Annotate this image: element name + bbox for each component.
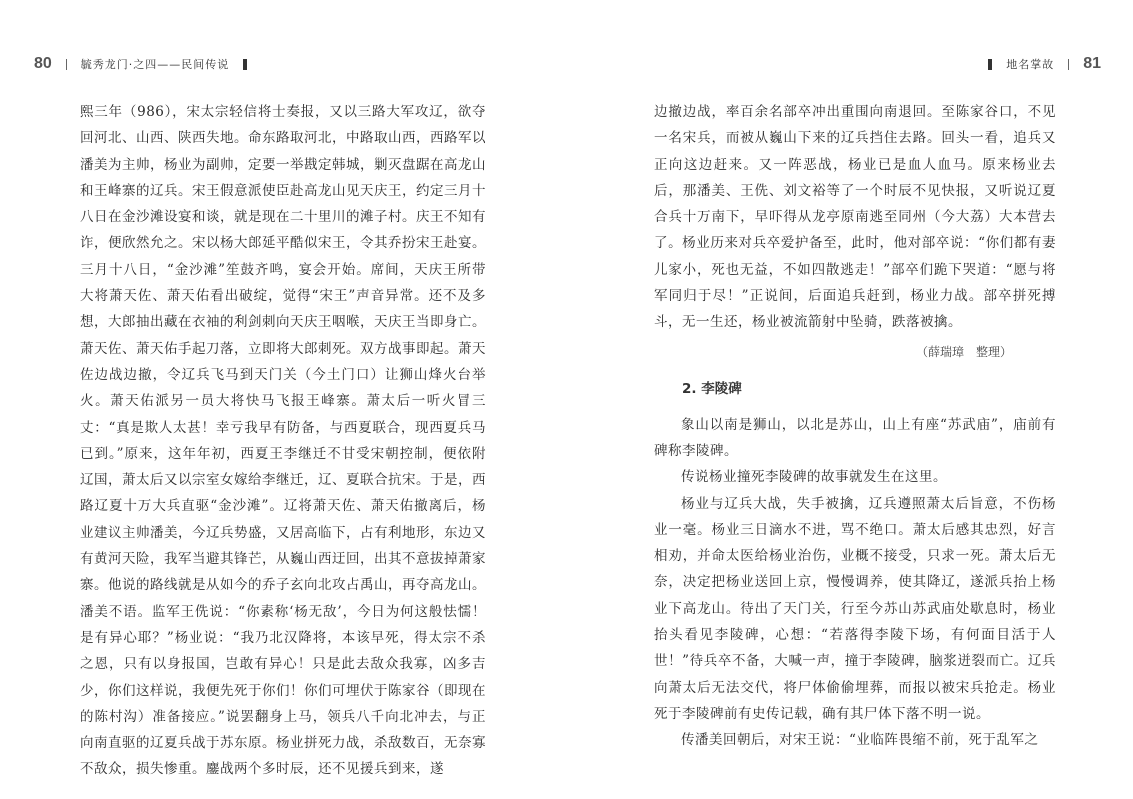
paragraph: 传说杨业撞死李陵碑的故事就发生在这里。 <box>681 469 947 486</box>
paragraph: 传潘美回朝后，对宋王说：“业临阵畏缩不前，死于乱军之 <box>681 732 1039 749</box>
paragraph: 边撤边战，率百余名部卒冲出重围向南退回。至陈家谷口，不见一名宋兵，而被从巍山下来的辽兵挡住去路。回头一看，追兵又正向这边赶来。又一阵恶战，杨业已是血人血马。原来杨业去后，那潘美、王侁、刘文裕等了一个时辰不见快报，又听说辽夏合兵十万南下，早吓得从龙亭原南逃至同州（今大荔）大本营去了。杨业历来对兵卒爱护备至，此时，他对部卒说：“你们都有妻儿家小，死也无益，不如四散逃走！”部卒们跪下哭道：“愿与将军同归于尽！”正说间，后面追兵赶到，杨业力战。部卒拼死搏斗，无一生还，杨业被流箭射中坠骑，跌落被擒。 <box>654 104 1056 331</box>
page-number: 81 <box>1083 55 1101 72</box>
header-separator <box>1068 59 1069 70</box>
right-header <box>974 50 1101 78</box>
left-page <box>0 0 566 799</box>
header-block-mark <box>243 59 247 70</box>
paragraph: 熙三年（986），宋太宗轻信将士奏报，又以三路大军攻辽，欲夺回河北、山西、陕西失地。命东路取河北，中路取山西，西路军以潘美为主帅，杨业为副帅，定要一举戡定韩城，剿灭盘踞在高龙山和王峰寨的辽兵。宋王假意派使臣赴高龙山见天庆王，约定三月十八日在金沙滩设宴和谈，就是现在二十里川的滩子村。庆王不知有诈，便欣然允之。宋以杨大郎延平酷似宋王，令其乔扮宋王赴宴。三月十八日，“金沙滩”笙鼓齐鸣，宴会开始。席间，天庆王所带大将萧天佐、萧天佑看出破绽，觉得“宋王”声音异常。还不及多想，大郎抽出藏在衣袖的利剑刺向天庆王咽喉，天庆王当即身亡。萧天佐、萧天佑手起刀落，立即将大郎刺死。双方战事即起。萧天佐边战边撤，令辽兵飞马到天门关（今土门口）让狮山烽火台举火。萧天佑派另一员大将快马飞报王峰寨。萧太后一听火冒三丈：“真是欺人太甚！幸亏我早有防备，与西夏联合，现西夏兵马已到。”原来，这年年初，西夏王李继迁不甘受宋朝控制，便依附辽国，萧太后又以宗室女嫁给李继迁，辽、夏联合抗宋。于是，西路辽夏十万大兵直驱“金沙滩”。辽将萧天佐、萧天佑撤离后，杨业建议主帅潘美，今辽兵势盛，又居高临下，占有利地形，东边又有黄河天险，我军当避其锋芒，从巍山西迂回，出其不意拔掉萧家寨。他说的路线就是从如今的乔子玄向北攻占禹山，再夺高龙山。潘美不语。监军王侁说：“你素称‘杨无敌’，今日为何这般怯懦！是有异心耶？”杨业说：“我乃北汉降将，本该早死，得太宗不杀之恩，只有以身报国，岂敢有异心！只是此去敌众我寡，凶多吉少，你们这样说，我便先死于你们！你们可埋伏于陈家谷（即现在的陈村沟）准备接应。”说罢翻身上马，领兵八千向北冲去，与正向南直驱的辽夏兵战于苏东原。杨业拼死力战，杀敌数百，无奈寡不敌众，损失惨重。鏖战两个多时辰，还不见援兵到来，遂 <box>80 104 486 778</box>
running-title: 毓秀龙门·之四——民间传说 <box>80 58 230 71</box>
right-body-text <box>654 99 1056 754</box>
right-page <box>566 0 1133 799</box>
editor-credit: （薛瑞璋 整理） <box>915 344 1012 359</box>
left-body-text <box>80 99 486 783</box>
paragraph: 象山以南是狮山，以北是苏山，山上有座“苏武庙”，庙前有碑称李陵碑。 <box>654 416 1056 459</box>
running-title: 地名掌故 <box>1006 58 1055 71</box>
page-number: 80 <box>34 55 52 72</box>
left-header <box>34 50 261 78</box>
header-separator <box>66 59 67 70</box>
paragraph: 杨业与辽兵大战，失手被擒，辽兵遵照萧太后旨意，不伤杨业一毫。杨业三日滴水不进，骂不绝口。萧太后感其忠烈，好言相劝，并命太医给杨业治伤，业概不接受，只求一死。萧太后无奈，决定把杨业送回上京，慢慢调养，使其降辽，遂派兵抬上杨业下高龙山。待出了天门关，行至今苏山苏武庙处歇息时，杨业抬头看见李陵碑，心想：“若落得李陵下场，有何面目活于人世！”待兵卒不备，大喊一声，撞于李陵碑，脑浆迸裂而亡。辽兵向萧太后无法交代，将尸体偷偷埋葬，而报以被宋兵抢走。杨业死于李陵碑前有史传记载，确有其尸体下落不明一说。 <box>654 495 1056 722</box>
header-block-mark <box>988 59 992 70</box>
section-heading: 2. 李陵碑 <box>682 380 742 397</box>
